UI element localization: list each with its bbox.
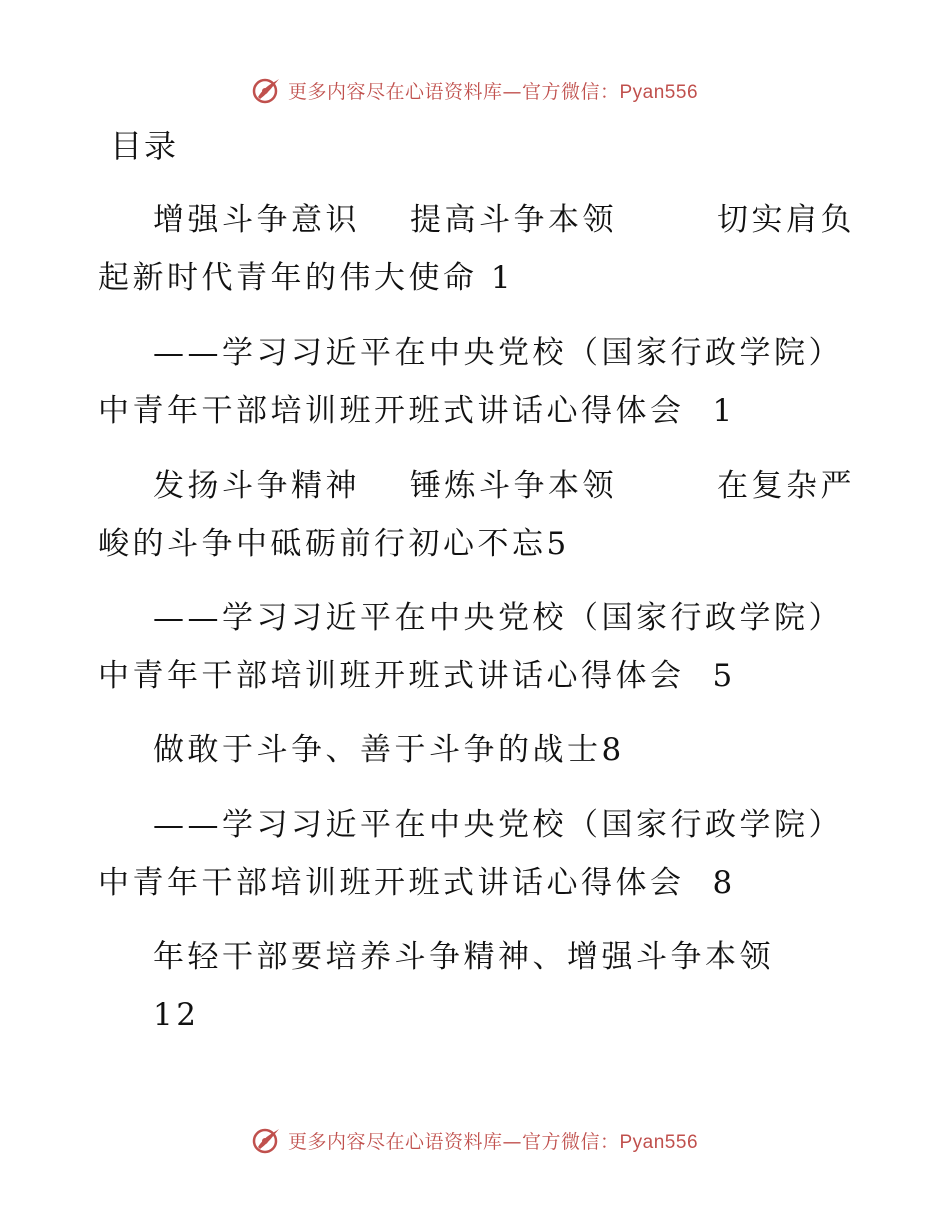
footer-banner-text: [288, 1127, 698, 1154]
toc-entry-6-line2[interactable]: [98, 861, 736, 905]
toc-entry-2-line2[interactable]: [98, 389, 736, 433]
toc-entry-5-text: 做敢于斗争、善于斗争的战士: [153, 732, 602, 768]
toc-entry-1-text: 起新时代青年的伟大使命: [98, 260, 478, 296]
toc-entry-7-text: 年轻干部要培养斗争精神、增强斗争本领: [153, 939, 774, 975]
toc-entry-5-line1[interactable]: [153, 728, 625, 772]
toc-entry-3-line2[interactable]: [98, 522, 570, 566]
toc-entry-6-text: ——学习习近平在中央党校（国家行政学院）: [153, 807, 843, 843]
toc-entry-6-subtext: 中青年干部培训班开班式讲话心得体会: [98, 865, 685, 901]
toc-entry-7-page: 12: [153, 997, 200, 1033]
toc-entry-1-part2: 提高斗争本领: [410, 202, 617, 238]
red-pen-seal-icon: [252, 1125, 282, 1155]
footer-banner: [0, 1120, 950, 1160]
toc-entry-3-part3: 在复杂严: [717, 468, 855, 504]
toc-entry-4-subtext: 中青年干部培训班开班式讲话心得体会: [98, 658, 685, 694]
footer-banner-brand: 更多内容尽在心语资料库: [287, 1130, 503, 1153]
toc-entry-3-part2: 锤炼斗争本领: [410, 468, 617, 504]
header-banner: [0, 70, 950, 110]
toc-title: 目录: [110, 127, 179, 165]
toc-entry-4-line2[interactable]: [98, 654, 736, 698]
toc-entry-2-text: ——学习习近平在中央党校（国家行政学院）: [153, 335, 843, 371]
header-banner-wechat-label: 官方微信：: [521, 80, 620, 103]
toc-entry-1-line1[interactable]: [153, 198, 855, 242]
toc-entry-4-page: 5: [712, 658, 736, 694]
toc-entry-6-line1[interactable]: [153, 803, 843, 847]
toc-entry-1-page: 1: [490, 260, 515, 296]
header-banner-brand: 更多内容尽在心语资料库: [287, 80, 503, 103]
header-banner-text: [288, 77, 698, 104]
header-banner-dash: —: [502, 80, 522, 103]
footer-banner-wechat-id: Pyan556: [619, 1131, 699, 1153]
toc-entry-6-page: 8: [712, 865, 736, 901]
toc-entry-2-subtext: 中青年干部培训班开班式讲话心得体会: [98, 393, 685, 429]
toc-entry-1-part3: 切实肩负: [717, 202, 855, 238]
header-banner-wechat-id: Pyan556: [619, 81, 699, 103]
toc-entry-2-line1[interactable]: [153, 331, 843, 375]
toc-entry-1-part1: 增强斗争意识: [153, 202, 360, 238]
footer-banner-dash: —: [502, 1130, 522, 1153]
toc-entry-5-page: 8: [601, 732, 625, 768]
toc-entry-4-text: ——学习习近平在中央党校（国家行政学院）: [153, 600, 843, 636]
toc-entry-3-line1[interactable]: [153, 464, 855, 508]
toc-entry-1-line2[interactable]: [98, 256, 514, 300]
toc-entry-3-text: 峻的斗争中砥砺前行初心不忘: [98, 526, 547, 562]
toc-entry-4-line1[interactable]: [153, 596, 843, 640]
toc-entry-7-line1[interactable]: [153, 935, 774, 979]
toc-entry-3-part1: 发扬斗争精神: [153, 468, 360, 504]
red-pen-seal-icon: [252, 75, 282, 105]
footer-banner-wechat-label: 官方微信：: [521, 1130, 620, 1153]
toc-entry-7-line2[interactable]: [153, 993, 199, 1037]
toc-entry-3-page: 5: [546, 526, 570, 562]
toc-entry-2-page: 1: [712, 393, 736, 429]
